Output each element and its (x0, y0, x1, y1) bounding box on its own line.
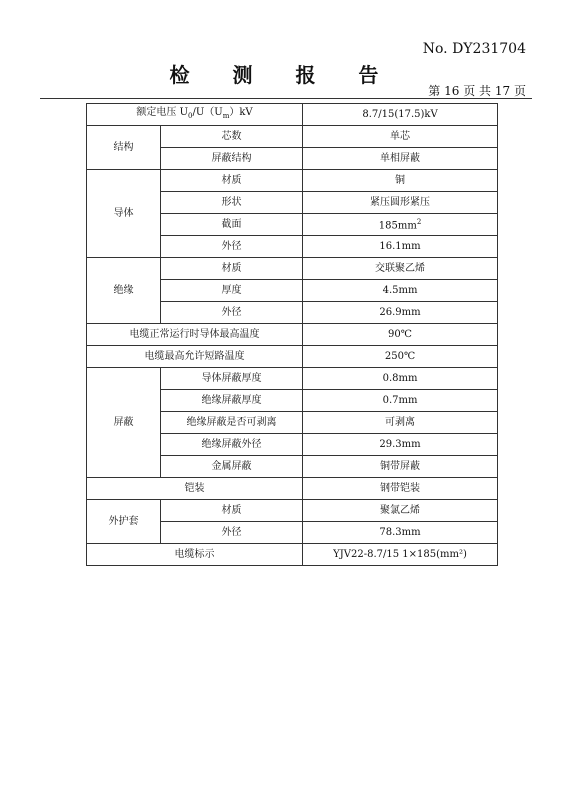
spec-table (86, 103, 498, 566)
table-row (87, 368, 498, 390)
page-label-pre: 第 (428, 84, 441, 98)
page-total: 17 (494, 84, 511, 98)
row-label: 屏蔽结构 (161, 148, 303, 170)
shield-group: 屏蔽 (87, 368, 161, 478)
row-value: 16.1mm (303, 236, 498, 258)
row-label: 电缆最高允许短路温度 (87, 346, 303, 368)
row-label: 厚度 (161, 280, 303, 302)
row-value: 250℃ (303, 346, 498, 368)
row-label: 铠装 (87, 478, 303, 500)
row-label: 外径 (161, 522, 303, 544)
table-row (87, 170, 498, 192)
row-label: 芯数 (161, 126, 303, 148)
row-value: 聚氯乙烯 (303, 500, 498, 522)
table-row (87, 324, 498, 346)
insulation-group: 绝缘 (87, 258, 161, 324)
page-current: 16 (444, 84, 460, 98)
row-value: 可剥离 (303, 412, 498, 434)
row-value: 78.3mm (303, 522, 498, 544)
rated-voltage-value: 8.7/15(17.5)kV (303, 104, 498, 126)
row-value: 26.9mm (303, 302, 498, 324)
table-row (87, 544, 498, 566)
row-label: 材质 (161, 258, 303, 280)
table-row (87, 126, 498, 148)
report-number: No. DY231704 (422, 41, 526, 57)
structure-group: 结构 (87, 126, 161, 170)
conductor-group: 导体 (87, 170, 161, 258)
row-label: 形状 (161, 192, 303, 214)
row-value: 29.3mm (303, 434, 498, 456)
page-title: 检 测 报 告 (169, 63, 397, 87)
table-row (87, 500, 498, 522)
page-label-mid: 页 共 (463, 84, 492, 98)
row-value: 钢带铠装 (303, 478, 498, 500)
row-value: YJV22-8.7/15 1×185(mm²) (303, 544, 498, 566)
page-info (428, 82, 526, 99)
row-value: 单相屏蔽 (303, 148, 498, 170)
row-label: 截面 (161, 214, 303, 236)
table-row (87, 478, 498, 500)
row-label: 外径 (161, 236, 303, 258)
row-label: 金属屏蔽 (161, 456, 303, 478)
page-label-post: 页 (513, 84, 526, 98)
row-value: $185mm^2$ (303, 214, 498, 236)
row-value: 90℃ (303, 324, 498, 346)
row-label: 外径 (161, 302, 303, 324)
row-value: 紧压圆形紧压 (303, 192, 498, 214)
row-label: 绝缘屏蔽外径 (161, 434, 303, 456)
header-rule (40, 98, 532, 99)
row-value: 交联聚乙烯 (303, 258, 498, 280)
row-label: 绝缘屏蔽是否可剥离 (161, 412, 303, 434)
row-value: 0.8mm (303, 368, 498, 390)
row-label: 电缆正常运行时导体最高温度 (87, 324, 303, 346)
row-label: 材质 (161, 500, 303, 522)
rated-voltage-label: 额定电压 $U_0/U(U_m)kV$ (87, 104, 303, 126)
row-label: 材质 (161, 170, 303, 192)
row-value: 单芯 (303, 126, 498, 148)
row-value: 0.7mm (303, 390, 498, 412)
sheath-group: 外护套 (87, 500, 161, 544)
row-value: 4.5mm (303, 280, 498, 302)
row-value: 铜带屏蔽 (303, 456, 498, 478)
table-row (87, 346, 498, 368)
row-label: 导体屏蔽厚度 (161, 368, 303, 390)
table-row (87, 104, 498, 126)
row-value: 铜 (303, 170, 498, 192)
table-row (87, 258, 498, 280)
row-label: 绝缘屏蔽厚度 (161, 390, 303, 412)
row-label: 电缆标示 (87, 544, 303, 566)
